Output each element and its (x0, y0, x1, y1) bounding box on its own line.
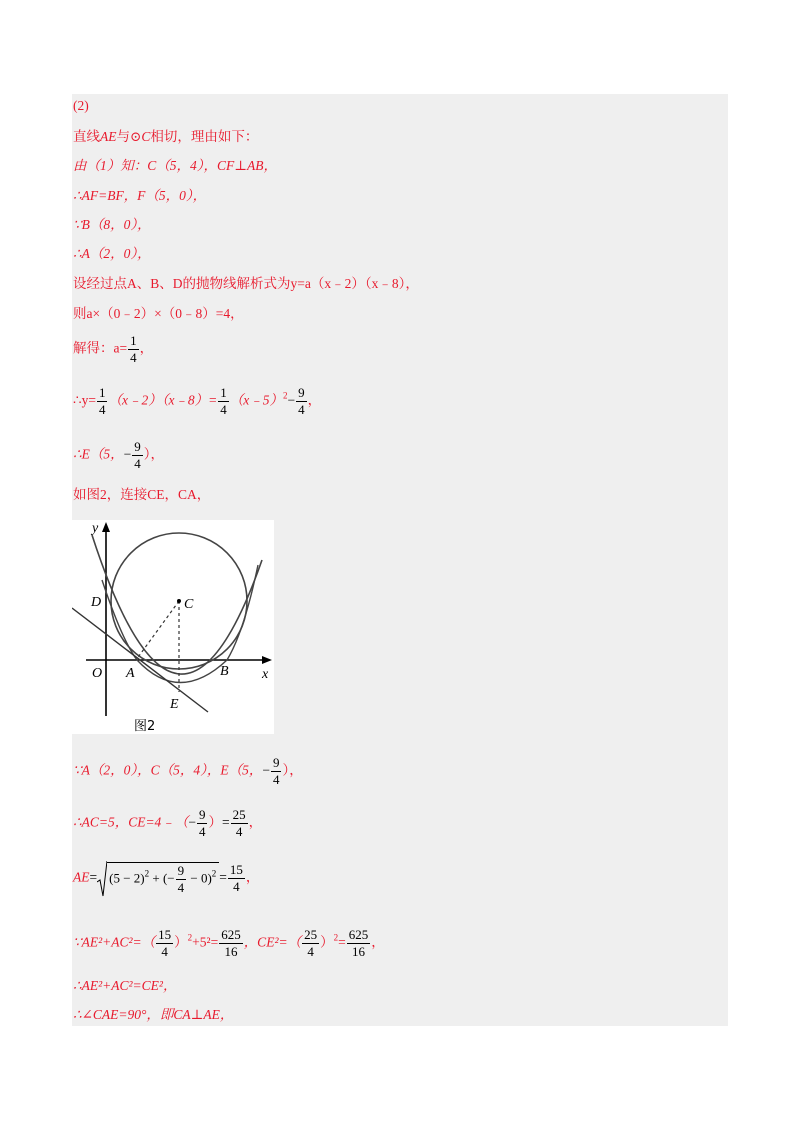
minus-sign: − (287, 392, 296, 408)
fraction-625-16 (347, 928, 371, 959)
statement-post: 相切，理由如下： (150, 129, 259, 144)
frac-num: 9 (134, 439, 141, 454)
frac-den: 4 (235, 824, 243, 839)
line-11-pre: ∴E（5， (73, 446, 124, 462)
minus-sign: − (188, 814, 196, 830)
radicand-part-b: + (− (149, 870, 175, 886)
frac-num: 625 (348, 927, 369, 942)
minus-sign: − (262, 762, 270, 778)
line-10-post: ， (307, 392, 322, 408)
line-10 (73, 386, 321, 417)
line-16-mid5: = (338, 934, 346, 950)
radicand-part-c: − 0) (187, 870, 212, 886)
line-12 (73, 487, 210, 503)
fraction-nine-quarters (296, 386, 307, 417)
parabola (92, 535, 262, 674)
line-15-post: ， (245, 869, 260, 885)
line-14-mid: ） (208, 814, 222, 830)
line-5 (73, 217, 151, 233)
line-16-mid2: +5²= (192, 934, 219, 950)
fraction-one-quarter (97, 386, 108, 417)
frac-num: 25 (232, 807, 246, 822)
fraction-fifteen-quarters (228, 863, 245, 894)
line-18-text: ∴∠CAE=90°，即CA⊥AE， (73, 1007, 234, 1022)
frac-num: 1 (98, 385, 106, 400)
line-9-post: ， (139, 340, 154, 356)
frac-num: 9 (272, 755, 280, 770)
line-16-pre: ∵AE²+AC²=（ (73, 934, 156, 950)
frac-num: 25 (304, 927, 318, 942)
statement-line (73, 129, 258, 145)
segment-ca (136, 601, 179, 660)
figure-2 (72, 520, 274, 734)
frac-num: 15 (229, 862, 243, 877)
line-13-post: ）， (282, 762, 303, 778)
fraction-twentyfive-quarters (231, 808, 248, 839)
statement-pre: 直线 (73, 129, 100, 144)
radicand-part-a: (5 − 2) (109, 870, 145, 886)
label-y: y (92, 521, 99, 536)
x-axis-arrow-icon (262, 656, 272, 664)
line-11-post: ）， (143, 446, 164, 462)
line-16-post: ， (371, 934, 385, 950)
minus-sign: − (123, 446, 132, 462)
radicand (107, 862, 219, 895)
statement-line-name: AE (100, 129, 117, 144)
line-3 (73, 158, 277, 174)
exponent: 2 (144, 868, 150, 879)
label-o: O (92, 666, 103, 681)
line-4 (73, 188, 206, 204)
line-15 (73, 862, 259, 895)
line-6-text: ∴A（2，0）， (73, 246, 151, 261)
fraction-one-quarter (218, 386, 229, 417)
frac-num: 1 (220, 385, 227, 400)
frac-den: 4 (272, 772, 280, 787)
equals-sign: = (219, 869, 227, 885)
line-13 (73, 756, 303, 787)
frac-den: 4 (130, 350, 137, 365)
equals-sign: = (89, 869, 98, 885)
line-9 (73, 334, 153, 365)
figure-caption: 图2 (134, 719, 156, 734)
frac-den: 16 (224, 944, 238, 959)
line-10-mid2: （x﹣5） (229, 392, 284, 408)
frac-den: 4 (298, 402, 305, 417)
frac-den: 4 (220, 402, 227, 417)
line-13-pre: ∵A（2，0），C（5，4），E（5， (73, 762, 263, 778)
line-11 (73, 440, 164, 471)
line-7 (73, 276, 419, 292)
line-14-post: ， (248, 814, 263, 830)
radical-sign-icon (97, 860, 107, 898)
line-4-text: ∴AF=BF，F（5，0）， (73, 188, 207, 203)
line-14-pre: ∴AC=5，CE=4﹣（ (73, 814, 189, 830)
line-3-text: 由（1）知：C（5，4），CF⊥AB， (73, 158, 277, 173)
line-17 (73, 978, 176, 994)
exponent: 2 (187, 932, 193, 943)
frac-den: 16 (351, 944, 365, 959)
line-9-pre: 解得：a= (73, 340, 128, 356)
equals-sign: = (221, 814, 230, 830)
line-15-lhs: AE (73, 869, 90, 885)
line-8 (73, 306, 244, 322)
frac-den: 4 (177, 880, 185, 895)
line-17-text: ∴AE²+AC²=CE²， (73, 978, 177, 993)
fraction-fifteen-quarters (156, 928, 173, 959)
label-d: D (91, 595, 102, 610)
frac-num: 9 (298, 385, 305, 400)
line-16 (73, 928, 385, 959)
frac-den: 4 (161, 944, 168, 959)
line-5-text: ∵B（8，0）， (73, 217, 151, 232)
fraction-625-16 (219, 928, 243, 959)
line-18 (73, 1007, 233, 1023)
geometry-diagram (72, 520, 274, 734)
label-x: x (262, 667, 269, 682)
fraction-twentyfive-quarters (302, 928, 319, 959)
center-point-c (177, 599, 181, 603)
line-14 (73, 808, 262, 839)
frac-den: 4 (98, 402, 106, 417)
exponent: 2 (211, 868, 217, 879)
part-label-text: (2) (73, 98, 89, 113)
line-7-text: 设经过点A、B、D的抛物线解析式为y=a（x﹣2）（x﹣8）， (73, 276, 419, 291)
line-16-mid4: ） (320, 934, 334, 950)
label-c: C (184, 597, 194, 612)
frac-den: 4 (307, 944, 314, 959)
frac-den: 4 (233, 879, 240, 894)
line-6 (73, 246, 151, 262)
y-axis-arrow-icon (102, 522, 110, 532)
frac-num: 1 (130, 333, 137, 348)
frac-den: 4 (134, 456, 141, 471)
label-b: B (220, 664, 229, 679)
fraction-nine-quarters (132, 440, 143, 471)
frac-num: 9 (198, 807, 206, 822)
statement-circle-name: C (141, 129, 151, 144)
fraction-nine-quarters (197, 808, 208, 839)
frac-num: 15 (158, 927, 172, 942)
statement-mid: 与⊙ (116, 129, 142, 144)
fraction-nine-quarters (271, 756, 282, 787)
square-root (97, 862, 219, 895)
line-12-text: 如图2，连接CE，CA， (73, 487, 211, 502)
line-10-mid1: （x﹣2）（x﹣8）= (108, 392, 218, 408)
exponent: 2 (283, 390, 288, 401)
exponent: 2 (333, 932, 339, 943)
line-16-mid1: ） (174, 934, 188, 950)
frac-den: 4 (198, 824, 206, 839)
line-16-mid3: ，CE²=（ (243, 934, 302, 950)
part-label (73, 98, 89, 114)
frac-num: 625 (221, 927, 241, 942)
line-8-text: 则a×（0﹣2）×（0﹣8）=4， (73, 306, 244, 321)
fraction-nine-quarters (176, 864, 187, 895)
line-10-pre: ∴y= (73, 392, 96, 408)
label-a: A (126, 666, 135, 681)
frac-num: 9 (177, 863, 185, 878)
fraction-one-quarter (128, 334, 139, 365)
label-e: E (170, 697, 179, 712)
